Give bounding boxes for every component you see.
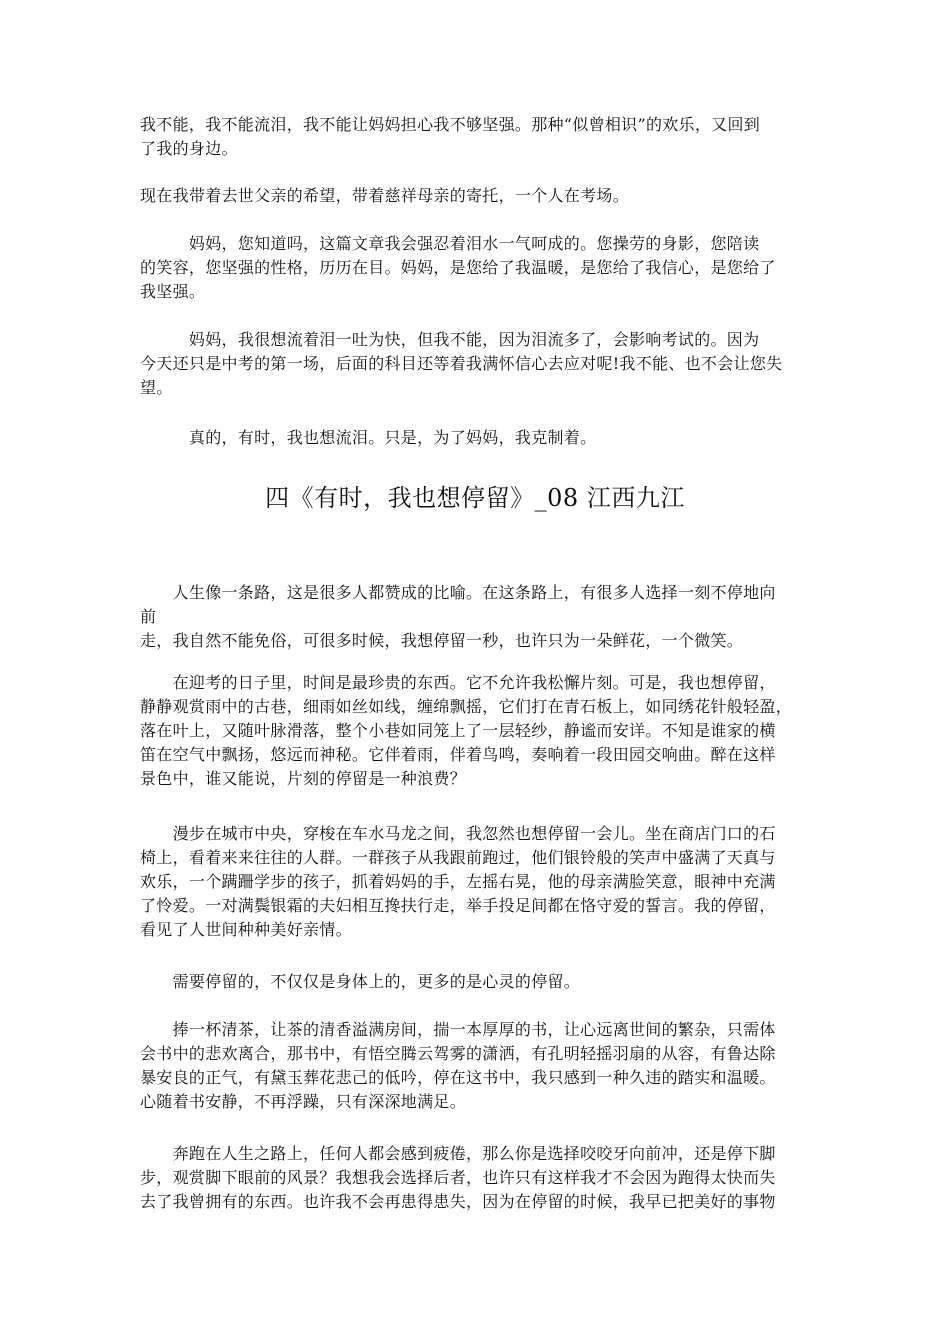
text-line: 真的，有时，我也想流泪。只是，为了妈妈，我克制着。	[140, 428, 597, 447]
text-line: 去了我曾拥有的东西。也许我不会再患得患失，因为在停留的时候，我早已把美好的事物	[140, 1192, 776, 1211]
text-line: 景色中，谁又能说，片刻的停留是一种浪费？	[140, 769, 467, 788]
text-line: 需要停留的，不仅仅是身体上的，更多的是心灵的停留。	[140, 972, 581, 991]
text-line: 人生像一条路，这是很多人都赞成的比喻。在这条路上，有很多人选择一刻不停地向	[140, 583, 776, 602]
text-line: 妈妈，您知道吗，这篇文章我会强忍着泪水一气呵成的。您操劳的身影，您陪读	[140, 234, 760, 253]
text-line: 静静观赏雨中的古巷，细雨如丝如线，缠绵飘摇，它们打在青石板上，如同绣花针般轻盈，	[140, 697, 793, 716]
paragraph-b3	[140, 822, 820, 942]
text-line: 了我的身边。	[140, 139, 238, 158]
text-line: 的笑容，您坚强的性格，历历在目。妈妈，是您给了我温暖，是您给了我信心，是您给了	[140, 258, 776, 277]
text-line: 漫步在城市中央，穿梭在车水马龙之间，我忽然也想停留一会儿。坐在商店门口的石	[140, 824, 776, 843]
text-line: 奔跑在人生之路上，任何人都会感到疲倦，那么你是选择咬咬牙向前冲，还是停下脚	[140, 1144, 776, 1163]
text-line: 妈妈，我很想流着泪一吐为快，但我不能，因为泪流多了，会影响考试的。因为	[140, 330, 760, 349]
paragraph-b5	[140, 1018, 820, 1114]
text-line: 我不能，我不能流泪，我不能让妈妈担心我不够坚强。那种“似曾相识”的欢乐，又回到	[140, 115, 761, 134]
text-line: 会书中的悲欢离合，那书中，有悟空腾云驾雾的潇洒，有孔明轻摇羽扇的从容，有鲁达除	[140, 1044, 776, 1063]
paragraph-b1	[140, 581, 820, 653]
text-line: 在迎考的日子里，时间是最珍贵的东西。它不允许我松懈片刻。可是，我也想停留，	[140, 673, 776, 692]
paragraph-a1	[140, 113, 820, 161]
paragraph-a5	[140, 426, 820, 450]
text-line: 落在叶上，又随叶脉滑落，整个小巷如同笼上了一层轻纱，静谧而安详。不知是谁家的横	[140, 721, 776, 740]
text-line: 心随着书安静，不再浮躁，只有深深地满足。	[140, 1092, 467, 1111]
text-line: 看见了人世间种种美好亲情。	[140, 920, 352, 939]
paragraph-a2	[140, 184, 820, 208]
article-title: 四《有时，我也想停留》_08 江西九江	[265, 484, 685, 512]
paragraph-b6	[140, 1142, 820, 1214]
paragraph-a4	[140, 328, 820, 400]
text-line: 了怜爱。一对满鬓银霜的夫妇相互搀扶行走，举手投足间都在恪守爱的誓言。我的停留，	[140, 896, 776, 915]
text-line: 我坚强。	[140, 282, 206, 301]
text-line: 步，观赏脚下眼前的风景？我想我会选择后者，也许只有这样我才不会因为跑得太快而失	[140, 1168, 776, 1187]
paragraph-b4	[140, 970, 820, 994]
text-line: 捧一杯清茶，让茶的清香溢满房间，揣一本厚厚的书，让心远离世间的繁杂，只需体	[140, 1020, 776, 1039]
text-line: 暴安良的正气，有黛玉葬花悲己的低吟，停在这书中，我只感到一种久违的踏实和温暖。	[140, 1068, 776, 1087]
text-line: 椅上，看着来来往往的人群。一群孩子从我跟前跑过，他们银铃般的笑声中盛满了天真与	[140, 848, 776, 867]
text-line: 现在我带着去世父亲的希望，带着慈祥母亲的寄托，一个人在考场。	[140, 186, 630, 205]
text-line: 望。	[140, 378, 173, 397]
text-line: 今天还只是中考的第一场，后面的科目还等着我满怀信心去应对呢!我不能、也不会让您失	[140, 354, 783, 373]
paragraph-b2	[140, 671, 820, 791]
paragraph-a3	[140, 232, 820, 304]
text-line: 前	[140, 607, 157, 626]
text-line: 笛在空气中飘扬，悠远而神秘。它伴着雨，伴着鸟鸣，奏响着一段田园交响曲。醉在这样	[140, 745, 776, 764]
text-line: 走，我自然不能免俗，可很多时候，我想停留一秒，也许只为一朵鲜花，一个微笑。	[140, 631, 744, 650]
text-line: 欢乐，一个蹒跚学步的孩子，抓着妈妈的手，左摇右晃，他的母亲满脸笑意，眼神中充满	[140, 872, 776, 891]
